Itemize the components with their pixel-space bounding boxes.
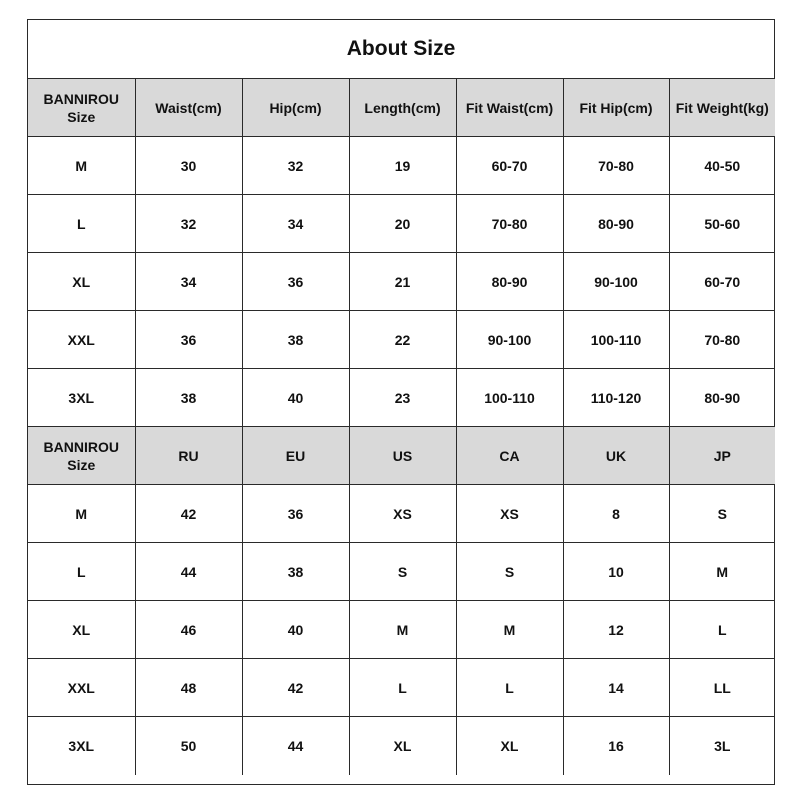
measurements-table-row [28,137,775,195]
conversion-header-row [28,427,775,485]
value-cell: LL [669,659,775,717]
value-cell: XL [349,717,456,775]
value-cell: 48 [135,659,242,717]
brand-label: BANNIROU [43,90,119,107]
size-cell: 3XL [28,369,135,427]
value-cell: L [669,601,775,659]
value-cell: 32 [242,137,349,195]
measurements-column-header: Fit Waist(cm) [456,79,563,137]
value-cell: 36 [135,311,242,369]
value-cell: 12 [563,601,669,659]
value-cell: M [456,601,563,659]
value-cell: L [456,659,563,717]
value-cell: M [349,601,456,659]
conversion-header-size [28,427,135,485]
value-cell: 46 [135,601,242,659]
value-cell: 8 [563,485,669,543]
measurements-column-header: Fit Weight(kg) [669,79,775,137]
value-cell: 10 [563,543,669,601]
value-cell: XS [456,485,563,543]
size-table [28,78,775,775]
measurements-column-header: Hip(cm) [242,79,349,137]
value-cell: 90-100 [456,311,563,369]
conversion-column-header: CA [456,427,563,485]
value-cell: 36 [242,253,349,311]
value-cell: XL [456,717,563,775]
size-cell: M [28,485,135,543]
value-cell: 3L [669,717,775,775]
conversion-column-header: UK [563,427,669,485]
value-cell: 90-100 [563,253,669,311]
value-cell: S [456,543,563,601]
value-cell: 50-60 [669,195,775,253]
size-cell: XXL [28,311,135,369]
conversion-table-row [28,543,775,601]
measurements-column-header: Waist(cm) [135,79,242,137]
conversion-table-row [28,601,775,659]
value-cell: 38 [242,543,349,601]
value-cell: 80-90 [456,253,563,311]
value-cell: 70-80 [669,311,775,369]
size-cell: XXL [28,659,135,717]
value-cell: 30 [135,137,242,195]
measurements-header-size [28,79,135,137]
value-cell: 80-90 [563,195,669,253]
value-cell: 23 [349,369,456,427]
value-cell: 38 [135,369,242,427]
size-cell: L [28,543,135,601]
value-cell: 34 [135,253,242,311]
value-cell: S [669,485,775,543]
size-label: Size [67,456,96,473]
measurements-table-row [28,311,775,369]
conversion-table-row [28,717,775,775]
value-cell: 32 [135,195,242,253]
value-cell: 38 [242,311,349,369]
value-cell: 70-80 [456,195,563,253]
value-cell: 42 [242,659,349,717]
size-cell: M [28,137,135,195]
value-cell: 80-90 [669,369,775,427]
conversion-table-row [28,485,775,543]
measurements-column-header: Length(cm) [349,79,456,137]
conversion-column-header: US [349,427,456,485]
measurements-header-row [28,79,775,137]
value-cell: 44 [242,717,349,775]
value-cell: 60-70 [456,137,563,195]
size-chart [27,19,775,785]
value-cell: 100-110 [456,369,563,427]
value-cell: 40 [242,369,349,427]
size-cell: XL [28,253,135,311]
value-cell: 60-70 [669,253,775,311]
value-cell: S [349,543,456,601]
value-cell: 40-50 [669,137,775,195]
value-cell: 110-120 [563,369,669,427]
chart-title: About Size [28,20,774,79]
value-cell: 36 [242,485,349,543]
value-cell: 50 [135,717,242,775]
measurements-column-header: Fit Hip(cm) [563,79,669,137]
measurements-table-row [28,195,775,253]
size-cell: L [28,195,135,253]
value-cell: L [349,659,456,717]
value-cell: M [669,543,775,601]
value-cell: 16 [563,717,669,775]
brand-label: BANNIROU [43,438,119,455]
size-cell: XL [28,601,135,659]
size-label: Size [67,108,96,125]
value-cell: 19 [349,137,456,195]
value-cell: 22 [349,311,456,369]
value-cell: 100-110 [563,311,669,369]
conversion-table-row [28,659,775,717]
value-cell: 21 [349,253,456,311]
value-cell: 40 [242,601,349,659]
value-cell: 70-80 [563,137,669,195]
conversion-column-header: EU [242,427,349,485]
size-cell: 3XL [28,717,135,775]
value-cell: XS [349,485,456,543]
value-cell: 34 [242,195,349,253]
conversion-column-header: JP [669,427,775,485]
conversion-column-header: RU [135,427,242,485]
measurements-table-row [28,369,775,427]
value-cell: 42 [135,485,242,543]
value-cell: 14 [563,659,669,717]
value-cell: 44 [135,543,242,601]
value-cell: 20 [349,195,456,253]
measurements-table-row [28,253,775,311]
